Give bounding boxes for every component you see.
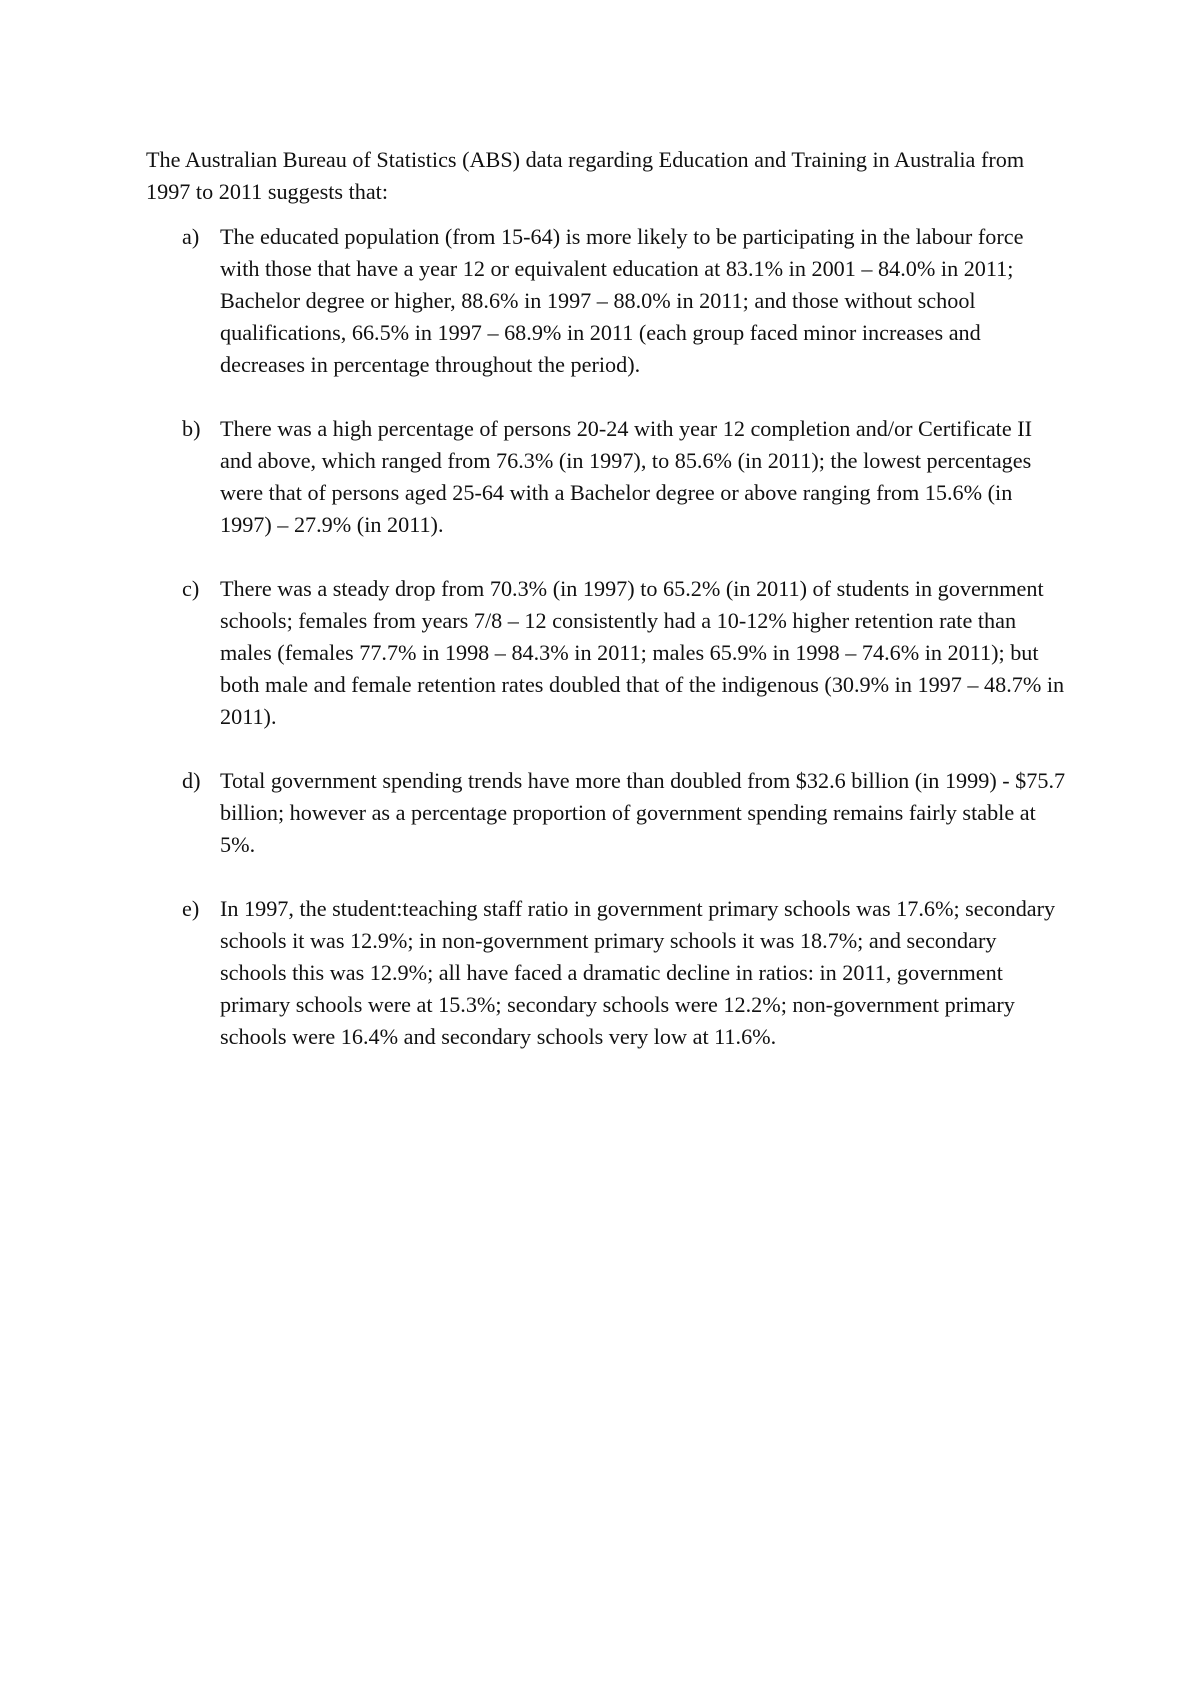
- list-item-a: [146, 221, 1066, 381]
- list-item-d: [146, 765, 1066, 861]
- list-item-text: There was a high percentage of persons 20-24 with year 12 completion and/or Certificate II and above, which ranged from 76.3% (in 1997), to 85.6% (in 2011); the lowest percentages were that of persons aged 25-64 with a Bachelor degree or above ranging from 15.6% (in 1997) – 27.9% (in 2011).: [220, 416, 1033, 537]
- list-item-text: In 1997, the student:teaching staff ratio in government primary schools was 17.6%; secondary schools it was 12.9%; in non-government primary schools it was 18.7%; and secondary schools this was 12.9%; all have faced a dramatic decline in ratios: in 2011, government primary schools were at 15.3%; secondary schools were 12.2%; non-government primary schools were 16.4% and secondary schools very low at 11.6%.: [220, 896, 1056, 1049]
- list-item-e: [146, 893, 1066, 1053]
- list-item-text: Total government spending trends have more than doubled from $32.6 billion (in 1999) - $75.7 billion; however as a percentage proportion of government spending remains fairly stable at 5%.: [220, 768, 1066, 857]
- list-item-label: a): [182, 224, 200, 249]
- list-item-label: b): [182, 416, 201, 441]
- intro-paragraph: The Australian Bureau of Statistics (ABS) data regarding Education and Training in Australia from 1997 to 2011 suggests that:: [146, 147, 1025, 204]
- findings-list: [146, 221, 1066, 1053]
- list-item-b: [146, 413, 1066, 541]
- list-item-text: There was a steady drop from 70.3% (in 1997) to 65.2% (in 2011) of students in government schools; females from years 7/8 – 12 consistently had a 10-12% higher retention rate than males (females 77.7% in 1998 – 84.3% in 2011; males 65.9% in 1998 – 74.6% in 2011); but both male and female retention rates doubled that of the indigenous (30.9% in 1997 – 48.7% in 2011).: [220, 576, 1065, 729]
- list-item-text: The educated population (from 15-64) is more likely to be participating in the labour force with those that have a year 12 or equivalent education at 83.1% in 2001 – 84.0% in 2011; Bachelor degree or higher, 88.6% in 1997 – 88.0% in 2011; and those without school qualifications, 66.5% in 1997 – 68.9% in 2011 (each group faced minor increases and decreases in percentage throughout the period).: [220, 224, 1024, 377]
- list-item-label: d): [182, 768, 201, 793]
- document-body: [146, 144, 1066, 1085]
- list-item-label: c): [182, 576, 200, 601]
- list-item-label: e): [182, 896, 200, 921]
- list-item-c: [146, 573, 1066, 733]
